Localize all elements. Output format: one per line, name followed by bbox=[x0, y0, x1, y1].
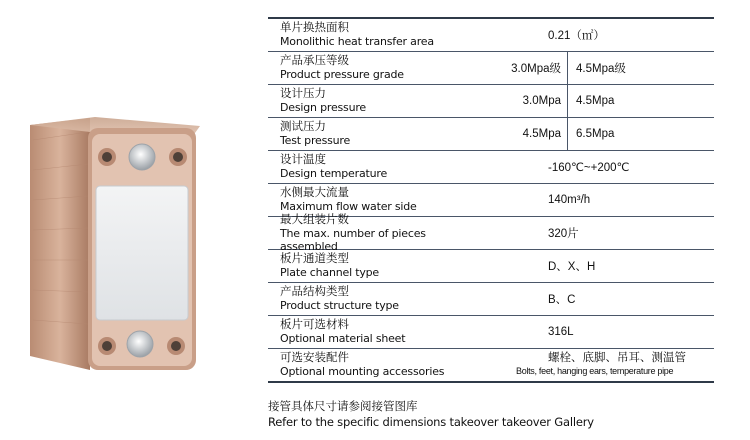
spec-row-design-pressure bbox=[268, 84, 714, 117]
label-zh: 单片换热面积 bbox=[280, 22, 349, 34]
row-value: 316L bbox=[548, 326, 574, 338]
label-en: Test pressure bbox=[280, 134, 351, 147]
label-en: Optional material sheet bbox=[280, 332, 406, 345]
row-label bbox=[268, 214, 486, 253]
value-col-2: 4.5Mpa级 bbox=[576, 63, 626, 75]
label-en: Maximum flow water side bbox=[280, 200, 417, 213]
spec-row-max-flow bbox=[268, 183, 714, 216]
value-col-2: 6.5Mpa bbox=[576, 128, 615, 140]
row-label bbox=[268, 121, 486, 147]
spec-row-design-temperature bbox=[268, 150, 714, 183]
row-value: -160℃~+200℃ bbox=[548, 162, 630, 174]
note-en: Refer to the specific dimensions takeover takeover Gallery bbox=[268, 415, 594, 429]
label-en: Plate channel type bbox=[280, 266, 380, 279]
row-label bbox=[268, 55, 486, 81]
row-value: 320片 bbox=[548, 228, 579, 240]
label-en: The max. number of pieces assembled bbox=[280, 226, 426, 253]
label-zh: 可选安装配件 bbox=[280, 352, 349, 364]
value-col-1: 4.5Mpa bbox=[486, 118, 568, 150]
spec-row-test-pressure bbox=[268, 117, 714, 150]
label-en: Monolithic heat transfer area bbox=[280, 35, 434, 48]
row-label bbox=[268, 88, 486, 114]
row-label bbox=[268, 154, 486, 180]
label-zh: 测试压力 bbox=[280, 121, 326, 133]
spec-row-material bbox=[268, 315, 714, 348]
label-en: Design pressure bbox=[280, 101, 366, 114]
spec-row-pressure-grade bbox=[268, 51, 714, 84]
label-zh: 水侧最大流量 bbox=[280, 187, 349, 199]
spec-row-structure-type bbox=[268, 282, 714, 315]
note-zh: 接管具体尺寸请参阅接管图库 bbox=[268, 401, 418, 413]
label-zh: 最大组装片数 bbox=[280, 213, 349, 226]
spec-table bbox=[268, 17, 714, 383]
label-zh: 产品承压等级 bbox=[280, 55, 349, 67]
label-en: Optional mounting accessories bbox=[280, 365, 445, 378]
value-col-1: 3.0Mpa bbox=[486, 85, 568, 117]
row-label bbox=[268, 22, 486, 48]
spec-row-heat-transfer-area bbox=[268, 19, 714, 51]
spec-row-max-pieces bbox=[268, 213, 714, 253]
row-values bbox=[486, 52, 714, 84]
value-col-2: 4.5Mpa bbox=[576, 95, 615, 107]
dimensions-note bbox=[268, 400, 594, 430]
row-values bbox=[486, 85, 714, 117]
label-zh: 设计压力 bbox=[280, 88, 326, 100]
row-value: 0.21（㎡） bbox=[548, 30, 605, 42]
row-value: B、C bbox=[548, 294, 576, 306]
row-value: 140m³/h bbox=[548, 194, 591, 206]
label-zh: 板片可选材料 bbox=[280, 319, 349, 331]
label-en: Product structure type bbox=[280, 299, 399, 312]
row-label bbox=[268, 352, 486, 378]
heat-exchanger-illustration bbox=[0, 0, 240, 440]
row-label bbox=[268, 253, 486, 279]
label-zh: 产品结构类型 bbox=[280, 286, 349, 298]
row-label bbox=[268, 187, 486, 213]
row-label bbox=[268, 319, 486, 345]
spec-row-accessories bbox=[268, 348, 714, 381]
spec-row-channel-type bbox=[268, 249, 714, 282]
row-values bbox=[486, 118, 714, 150]
row-value bbox=[486, 349, 714, 381]
value-en: Bolts, feet, hanging ears, temperature pipe bbox=[516, 366, 674, 376]
value-col-1: 3.0Mpa级 bbox=[486, 52, 568, 84]
label-en: Product pressure grade bbox=[280, 68, 404, 81]
product-image bbox=[0, 0, 240, 440]
row-value: D、X、H bbox=[548, 261, 596, 273]
row-label bbox=[268, 286, 486, 312]
label-en: Design temperature bbox=[280, 167, 388, 180]
label-zh: 板片通道类型 bbox=[280, 253, 349, 265]
label-zh: 设计温度 bbox=[280, 154, 326, 166]
value-zh: 螺栓、底脚、吊耳、测温管 bbox=[548, 352, 686, 364]
